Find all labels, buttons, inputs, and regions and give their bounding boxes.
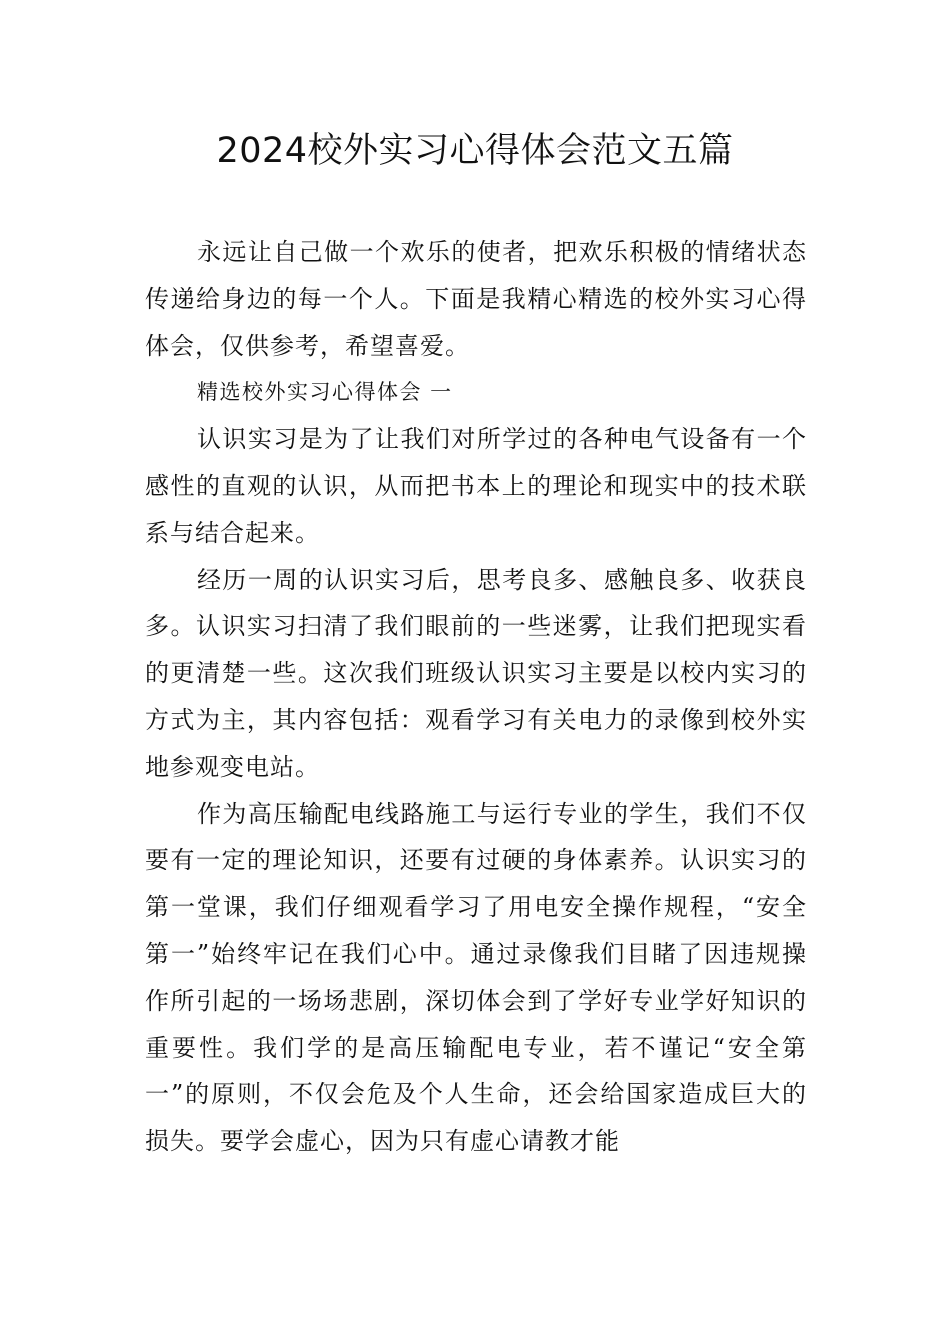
section-heading-one: 精选校外实习心得体会 一: [197, 380, 453, 405]
paragraph-safety: 作为高压输配电线路施工与运行专业的学生，我们不仅要有一定的理论知识，还要有过硬的身体素养。认识实习的第一堂课，我们仔细观看学习了用电安全操作规程，“安全第一”始终牢记在我们心中。通过录像我们目睹了因违规操作所引起的一场场悲剧，深切体会到了学好专业学好知识的重要性。我们学的是高压输配电专业，若不谨记“安全第一”的原则，不仅会危及个人生命，还会给国家造成巨大的损失。要学会虚心，因为只有虚心请教才能: [145, 799, 807, 1156]
paragraph-experience: 经历一周的认识实习后，思考良多、感触良多、收获良多。认识实习扫清了我们眼前的一些迷雾，让我们把现实看的更清楚一些。这次我们班级认识实习主要是以校内实习的方式为主，其内容包括：观看学习有关电力的录像到校外实地参观变电站。: [145, 565, 807, 781]
paragraph-purpose: 认识实习是为了让我们对所学过的各种电气设备有一个感性的直观的认识，从而把书本上的理论和现实中的技术联系与结合起来。: [145, 425, 807, 547]
document-body: [145, 229, 807, 1165]
paragraph-intro: 永远让自己做一个欢乐的使者，把欢乐积极的情绪状态传递给身边的每一个人。下面是我精心精选的校外实习心得体会，仅供参考，希望喜爱。: [145, 238, 807, 360]
document-title: 2024校外实习心得体会范文五篇: [216, 131, 734, 171]
